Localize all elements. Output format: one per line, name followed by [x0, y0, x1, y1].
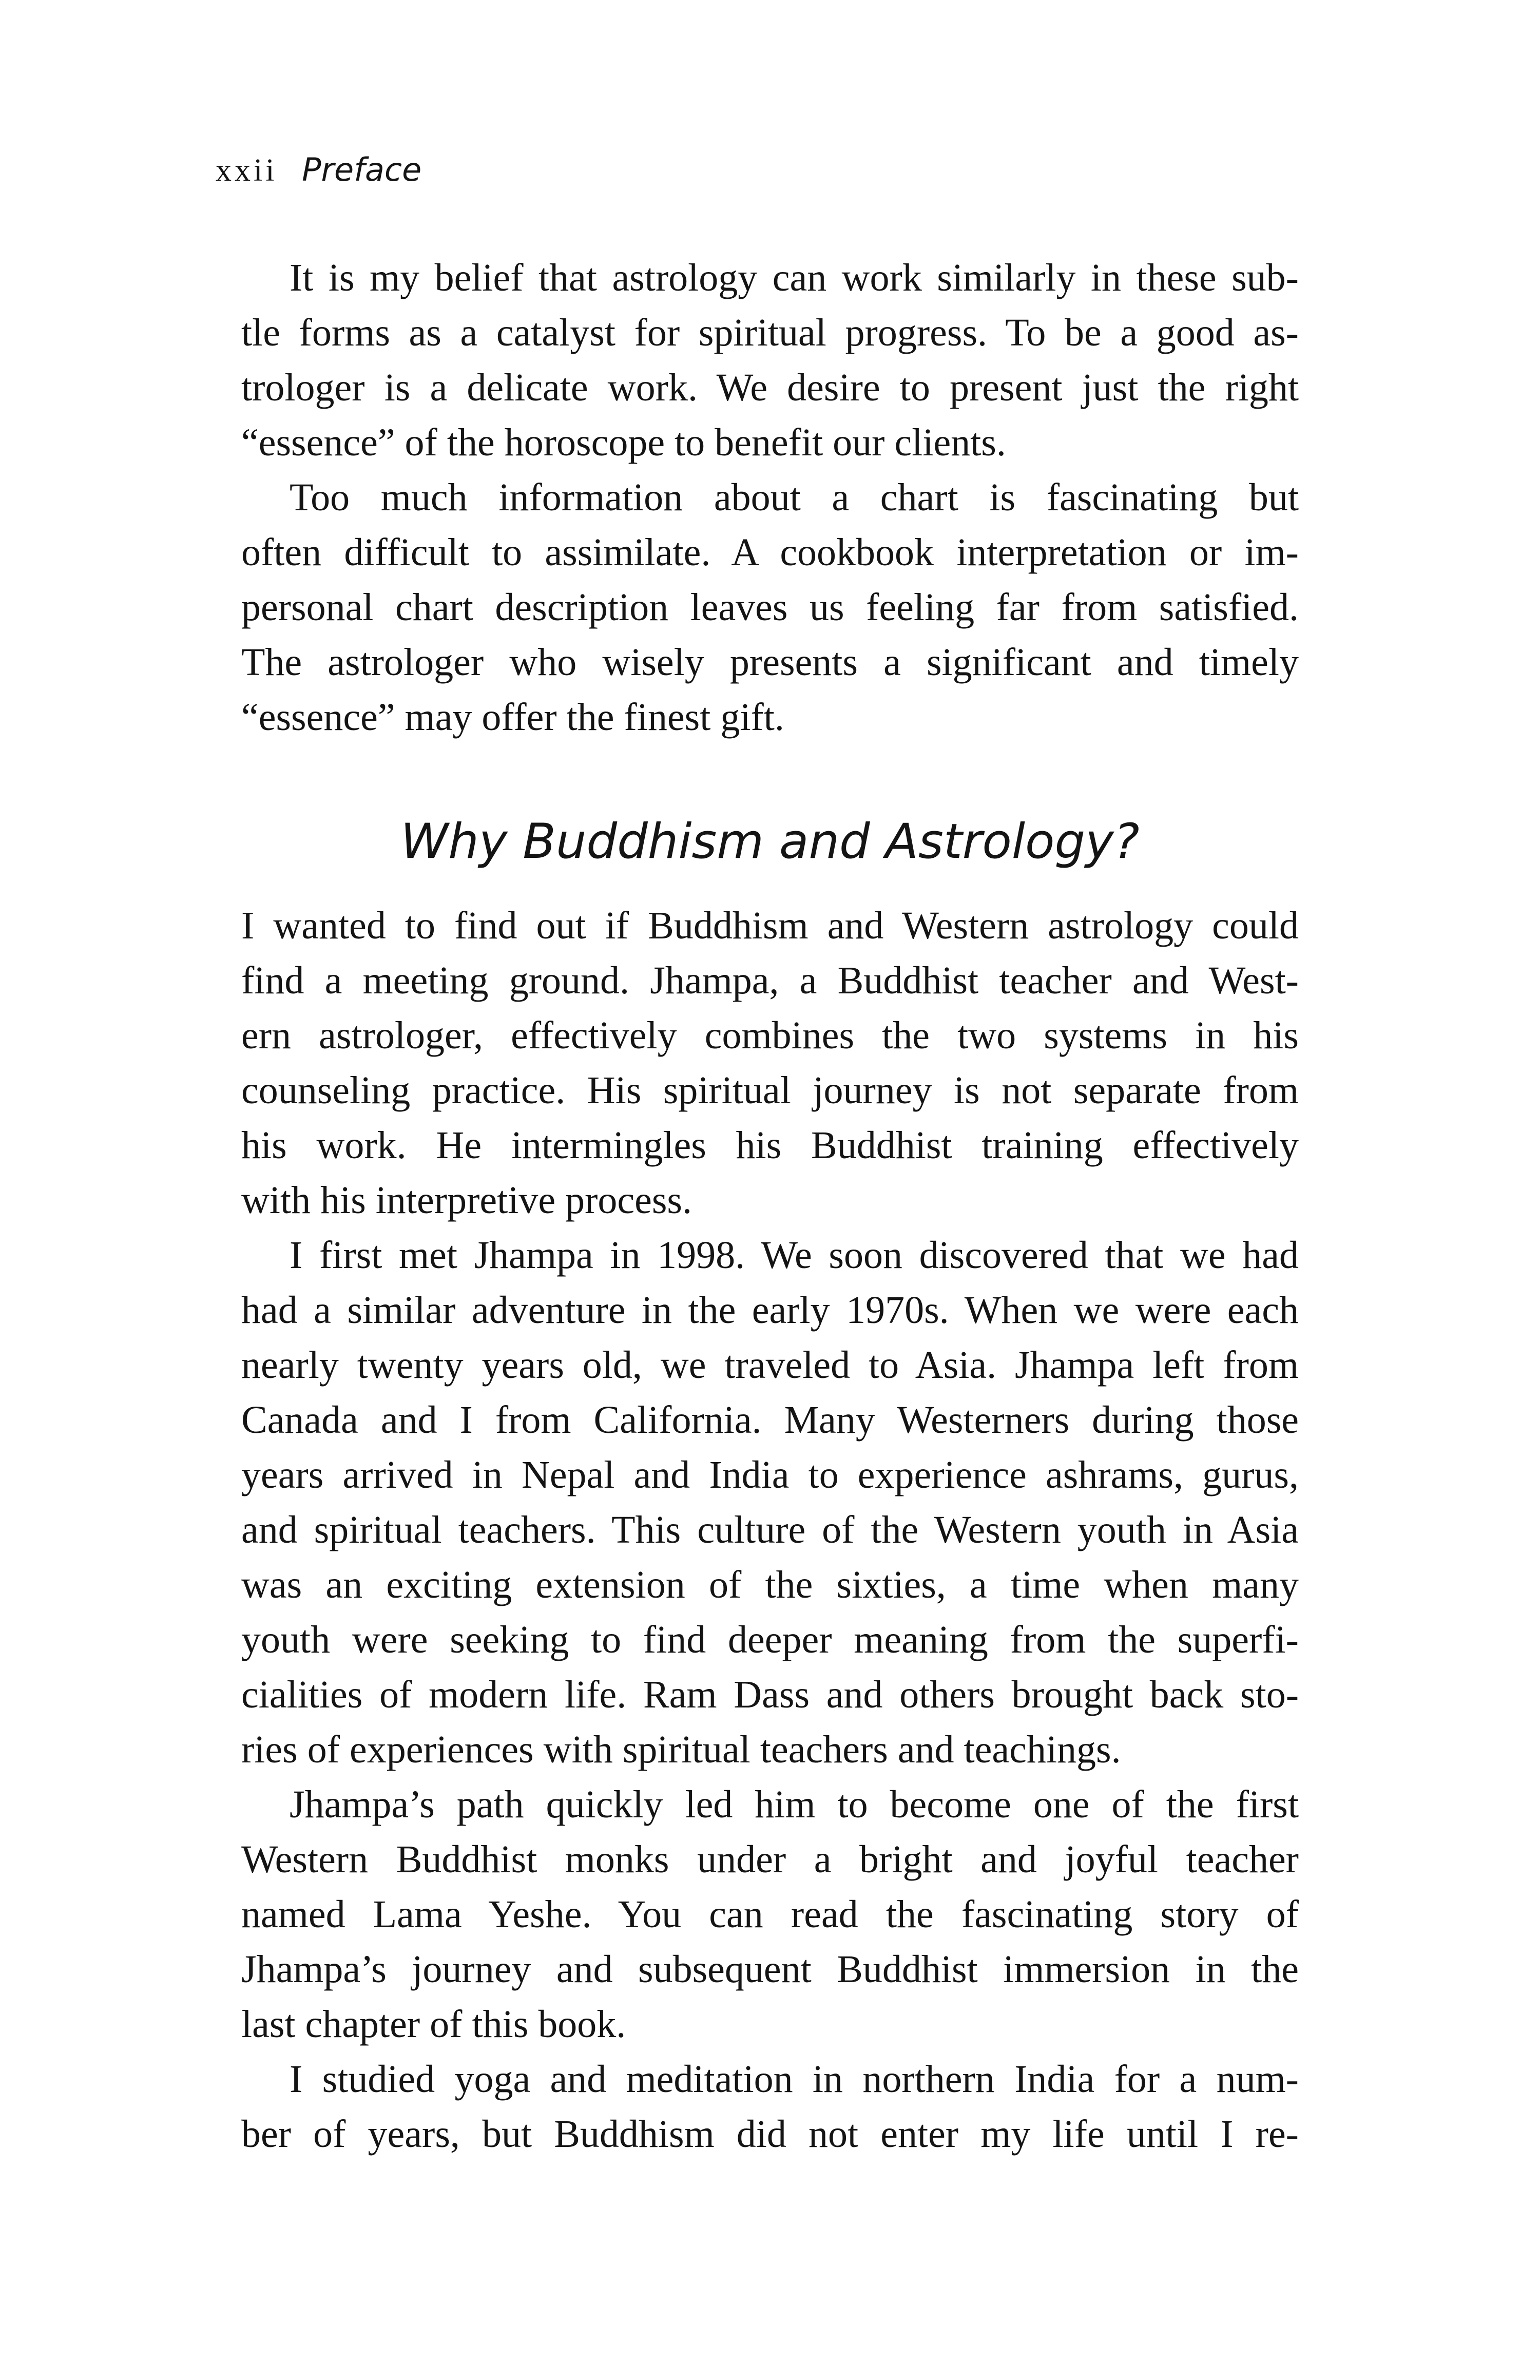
- text-line: youth were seeking to find deeper meaning from the superfi-: [241, 1618, 1299, 1661]
- text-line: often difficult to assimilate. A cookbook interpretation or im-: [241, 531, 1299, 574]
- text-line: had a similar adventure in the early 1970s. When we were each: [241, 1289, 1299, 1332]
- text-line: and spiritual teachers. This culture of the Western youth in Asia: [241, 1508, 1299, 1551]
- text-line: tle forms as a catalyst for spiritual progress. To be a good as-: [241, 311, 1299, 354]
- section-heading: Why Buddhism and Astrology?: [400, 814, 1140, 870]
- text-line: Canada and I from California. Many Westerners during those: [241, 1398, 1299, 1442]
- text-line: Jhampa’s journey and subsequent Buddhist immersion in the: [241, 1948, 1299, 1991]
- text-line: It is my belief that astrology can work similarly in these sub-: [290, 256, 1299, 299]
- text-line: Jhampa’s path quickly led him to become one of the first: [290, 1783, 1299, 1826]
- text-line: ber of years, but Buddhism did not enter my life until I re-: [241, 2113, 1299, 2156]
- body-text-top: [241, 251, 1299, 745]
- text-line: was an exciting extension of the sixties, a time when many: [241, 1563, 1299, 1606]
- text-line: with his interpretive process.: [241, 1179, 692, 1222]
- text-line: I wanted to find out if Buddhism and Western astrology could: [241, 904, 1299, 947]
- text-line: cialities of modern life. Ram Dass and others brought back sto-: [241, 1673, 1299, 1716]
- text-line: his work. He intermingles his Buddhist training effectively: [241, 1124, 1299, 1167]
- text-line: Western Buddhist monks under a bright and joyful teacher: [241, 1838, 1299, 1881]
- text-line: named Lama Yeshe. You can read the fascinating story of: [241, 1893, 1299, 1936]
- text-line: ries of experiences with spiritual teachers and teachings.: [241, 1728, 1121, 1771]
- running-head-title: Preface: [302, 151, 422, 188]
- body-text-bottom: [241, 898, 1299, 2162]
- text-line: personal chart description leaves us feeling far from satisfied.: [241, 586, 1299, 629]
- text-line: find a meeting ground. Jhampa, a Buddhist teacher and West-: [241, 959, 1299, 1002]
- text-line: “essence” of the horoscope to benefit our clients.: [241, 421, 1006, 464]
- text-line: counseling practice. His spiritual journey is not separate from: [241, 1069, 1299, 1112]
- text-line: ern astrologer, effectively combines the two systems in his: [241, 1014, 1299, 1057]
- text-line: last chapter of this book.: [241, 2003, 626, 2046]
- text-line: years arrived in Nepal and India to experience ashrams, gurus,: [241, 1453, 1299, 1496]
- text-line: “essence” may offer the finest gift.: [241, 696, 784, 739]
- text-line: trologer is a delicate work. We desire to present just the right: [241, 366, 1299, 409]
- text-line: I first met Jhampa in 1998. We soon discovered that we had: [290, 1234, 1299, 1277]
- text-line: Too much information about a chart is fascinating but: [290, 476, 1299, 519]
- text-line: I studied yoga and meditation in northern India for a num-: [290, 2058, 1299, 2101]
- page-number: xxii: [216, 153, 278, 188]
- text-line: nearly twenty years old, we traveled to Asia. Jhampa left from: [241, 1343, 1299, 1387]
- running-head: [216, 151, 422, 188]
- text-line: The astrologer who wisely presents a significant and timely: [241, 641, 1299, 684]
